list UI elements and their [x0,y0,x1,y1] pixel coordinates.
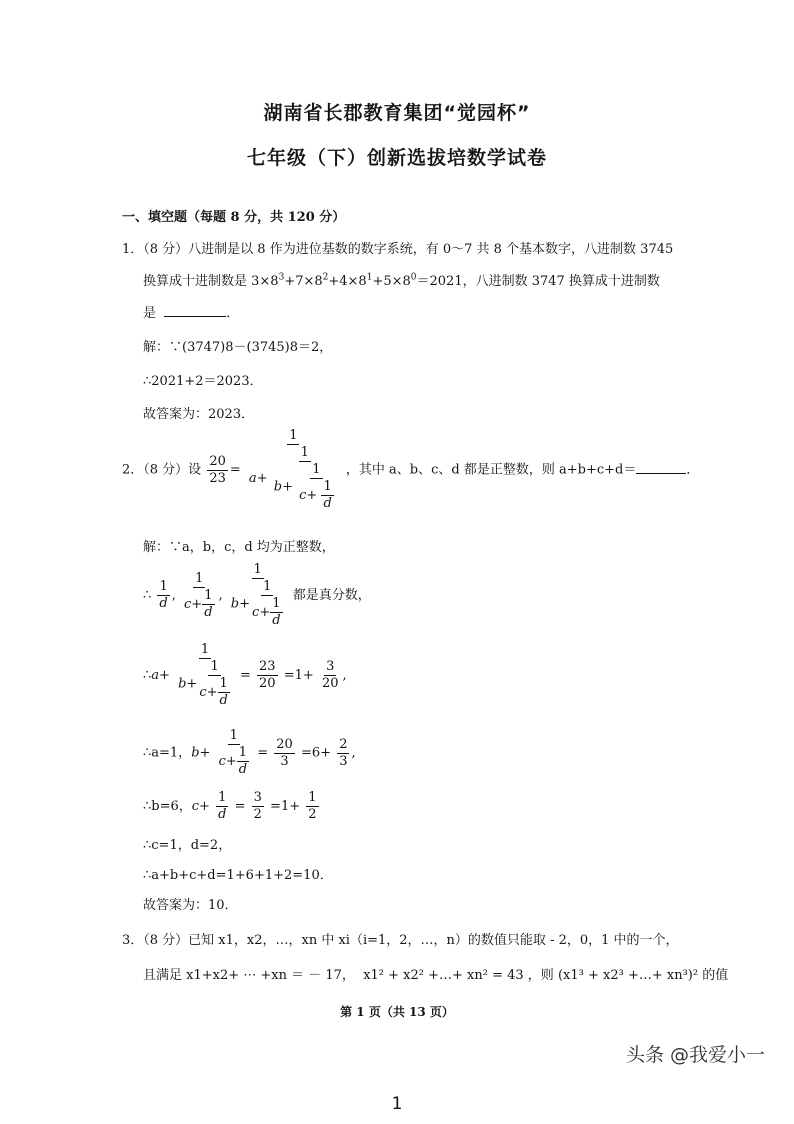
fraction-20-23: $\frac{20}{23}$ [209,453,226,486]
q2-solution-sum: ∴a+b+c+d=1+6+1+2=10． [143,868,333,883]
q2-solution-step-c: ∴b=6，c+ $\frac{1}{d}$ = $\frac{3}{2}$ =1+ $\frac{1}{2}$ [143,790,317,822]
q1-answer: 故答案为：2023． [143,407,255,422]
section-heading: 一、填空题（每题 8 分，共 120 分） [122,210,346,225]
q3-line1: 3．（8 分）已知 x1，x2，…，xn 中 xi（i=1，2，…，n）的数值只能取 - 2，0，1 中的一个， [122,933,679,948]
continued-fraction: 1 a+ 1 b+ 1 c+ $\frac{1}{d}$ [248,428,332,511]
q2-solution-step-a: ∴a+ 1 b+ 1 c+ $\frac{1}{d}$ = $\frac{23}{20}$ =1+ $\frac{3}{20}$ , [143,642,347,708]
q2-statement: 2．（8 分）设 $\frac{20}{23}$ = 1 a+ 1 b+ 1 c+ $\frac{1}{d}$ ，其中 a、b、c、d 都是正整数，则 a+b+c+d＝ ． [122,428,700,511]
page-footer: 第 1 页（共 13 页） [340,1005,454,1019]
q1-solution-line1: 解：∵(3747)8－(3745)8＝2， [143,340,333,355]
page-number: 1 [391,1094,403,1114]
q1-solution-line2: ∴2021+2＝2023． [143,374,263,389]
q2-solution-cd: ∴c=1，d=2， [143,838,232,853]
q1-line2: 换算成十进制数是 $3\times 8^3+7\times 8^2+4\times 8^1+5\times 8^0=2021$，八进制数 3747 换算成十进制数 [143,272,660,289]
exam-title-line2: 七年级（下）创新选拔培数学试卷 [246,147,547,169]
answer-blank[interactable] [636,461,686,474]
q1-line3: 是 ． [143,306,240,321]
answer-blank[interactable] [164,304,226,317]
q2-solution-intro: 解：∵a，b，c，d 均为正整数， [143,540,335,555]
exam-title-line1: 湖南省长郡教育集团“觉园杯” [263,102,531,124]
watermark: 头条 @我爱小一 [626,1044,766,1066]
q2-solution-true-fractions: ∴ $\frac{1}{d}$ , 1 c+ $\frac{1}{d}$ , 1 b+ 1 c+ $\frac{1}{d}$ 都是真分数， [143,562,371,628]
q3-line2: 且满足 x1+x2+ ⋯ +xn ＝ － 17， x1² + x2² +…+ xn² = 43 ，则 (x1³ + x2³ +…+ xn³)² 的值 [143,968,729,983]
q1-line1: 1．（8 分）八进制是以 8 作为进位基数的数字系统，有 0～7 共 8 个基本数字，八进制数 3745 [122,242,674,257]
q2-answer: 故答案为：10． [143,898,238,913]
q2-solution-step-b: ∴a=1，b+ 1 c+ $\frac{1}{d}$ = $\frac{20}{3}$ =6+ $\frac{2}{3}$ , [143,728,356,777]
